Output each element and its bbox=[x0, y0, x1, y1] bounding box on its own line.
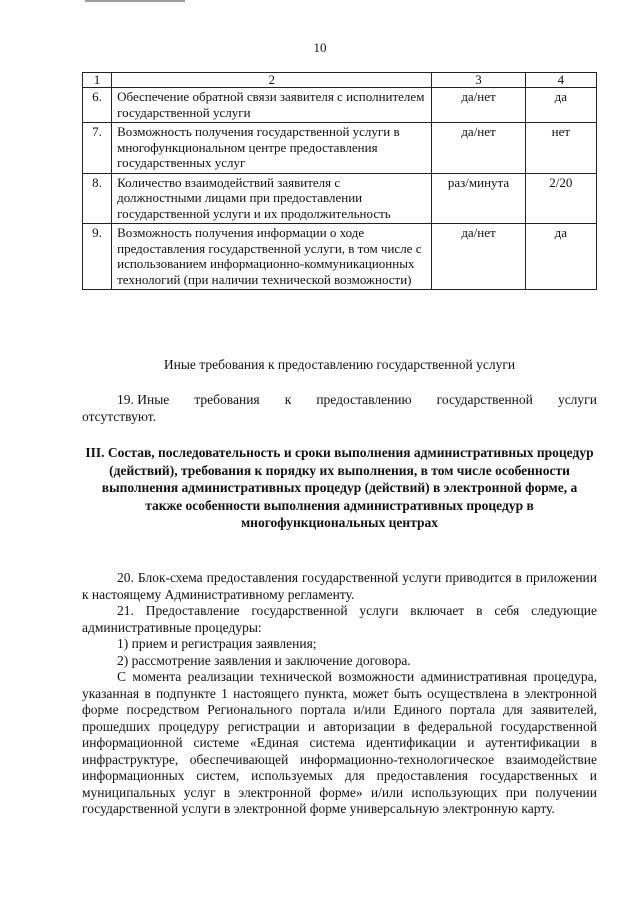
row-number: 6. bbox=[83, 88, 112, 123]
header-col-4: 4 bbox=[525, 73, 596, 88]
paragraph-21: 21. Предоставление государственной услуги включает в себя следующие административные процедуры: bbox=[82, 603, 597, 635]
row-unit: да/нет bbox=[432, 123, 525, 174]
header-col-1: 1 bbox=[83, 73, 112, 88]
row-indicator: Возможность получения информации о ходе предоставления государственной услуги, в том числе с использованием информационно-коммуникационных технологий (при наличии технической возможности) bbox=[112, 224, 432, 290]
paragraph-19 bbox=[82, 392, 597, 425]
table-row bbox=[83, 173, 597, 224]
section-3-title: III. Состав, последовательность и сроки выполнения административных процедур (действий), требования к порядку их выполнения, в том числе особенности выполнения административных процедур (действий) в электронной форме, а также особенности выполнения административных процедур в многофункциональных центрах bbox=[85, 445, 594, 530]
procedure-list-item: 2) рассмотрение заявления и заключение договора. bbox=[117, 652, 411, 668]
page-number: 10 bbox=[313, 40, 327, 55]
row-unit: раз/минута bbox=[432, 173, 525, 224]
section-3-body bbox=[82, 570, 597, 818]
header-col-2: 2 bbox=[112, 73, 432, 88]
row-number: 7. bbox=[83, 123, 112, 174]
row-indicator: Обеспечение обратной связи заявителя с исполнителем государственной услуги bbox=[112, 88, 432, 123]
row-number: 8. bbox=[83, 173, 112, 224]
procedure-list-item: 1) прием и регистрация заявления; bbox=[117, 636, 317, 651]
table-row bbox=[83, 123, 597, 174]
p19-word: государственной bbox=[436, 392, 533, 407]
table-header-row bbox=[83, 73, 597, 88]
row-value: нет bbox=[525, 123, 596, 174]
paragraph-19-end: отсутствуют. bbox=[82, 408, 156, 424]
p19-word: предоставлению bbox=[316, 392, 412, 407]
row-number: 9. bbox=[83, 224, 112, 290]
scan-edge-mark bbox=[85, 0, 185, 2]
row-indicator: Возможность получения государственной услуги в многофункциональном центре предоставления государственных услуг bbox=[112, 123, 432, 174]
row-value: 2/20 bbox=[525, 173, 596, 224]
row-unit: да/нет bbox=[432, 224, 525, 290]
table-row bbox=[83, 224, 597, 290]
p19-word: к bbox=[284, 392, 292, 407]
row-indicator: Количество взаимодействий заявителя с должностными лицами при предоставлении государственной услуги и их продолжительность bbox=[112, 173, 432, 224]
p19-word: требования bbox=[194, 392, 260, 407]
header-col-3: 3 bbox=[432, 73, 525, 88]
row-unit: да/нет bbox=[432, 88, 525, 123]
p19-word: услуги bbox=[557, 392, 597, 407]
subheading-other-requirements: Иные требования к предоставлению государственной услуги bbox=[163, 357, 516, 372]
paragraph-19-first-line bbox=[82, 392, 597, 409]
paragraph-electronic-form: С момента реализации технической возможности административная процедура, указанная в подпункте 1 настоящего пункта, может быть осуществлена в электронной форме посредством Регионального портала и/или Единого портала для заявителей, прошедших процедуру регистрации и авторизации в федеральной государственной информационной системе «Единая система идентификации и аутентификации в инфраструктуре, обеспечивающей информационно-технологическое взаимодействие информационных систем, используемых для предоставления государственных и муниципальных услуг в электронной форме» и/или использующих при получении государственной услуги в электронной форме универсальную электронную карту. bbox=[82, 669, 597, 816]
requirements-table bbox=[82, 72, 597, 290]
table-row bbox=[83, 88, 597, 123]
p19-word: 19. Иные bbox=[117, 392, 170, 407]
paragraph-20: 20. Блок-схема предоставления государственной услуги приводится в приложении к настоящему Административному регламенту. bbox=[82, 570, 597, 602]
row-value: да bbox=[525, 224, 596, 290]
row-value: да bbox=[525, 88, 596, 123]
